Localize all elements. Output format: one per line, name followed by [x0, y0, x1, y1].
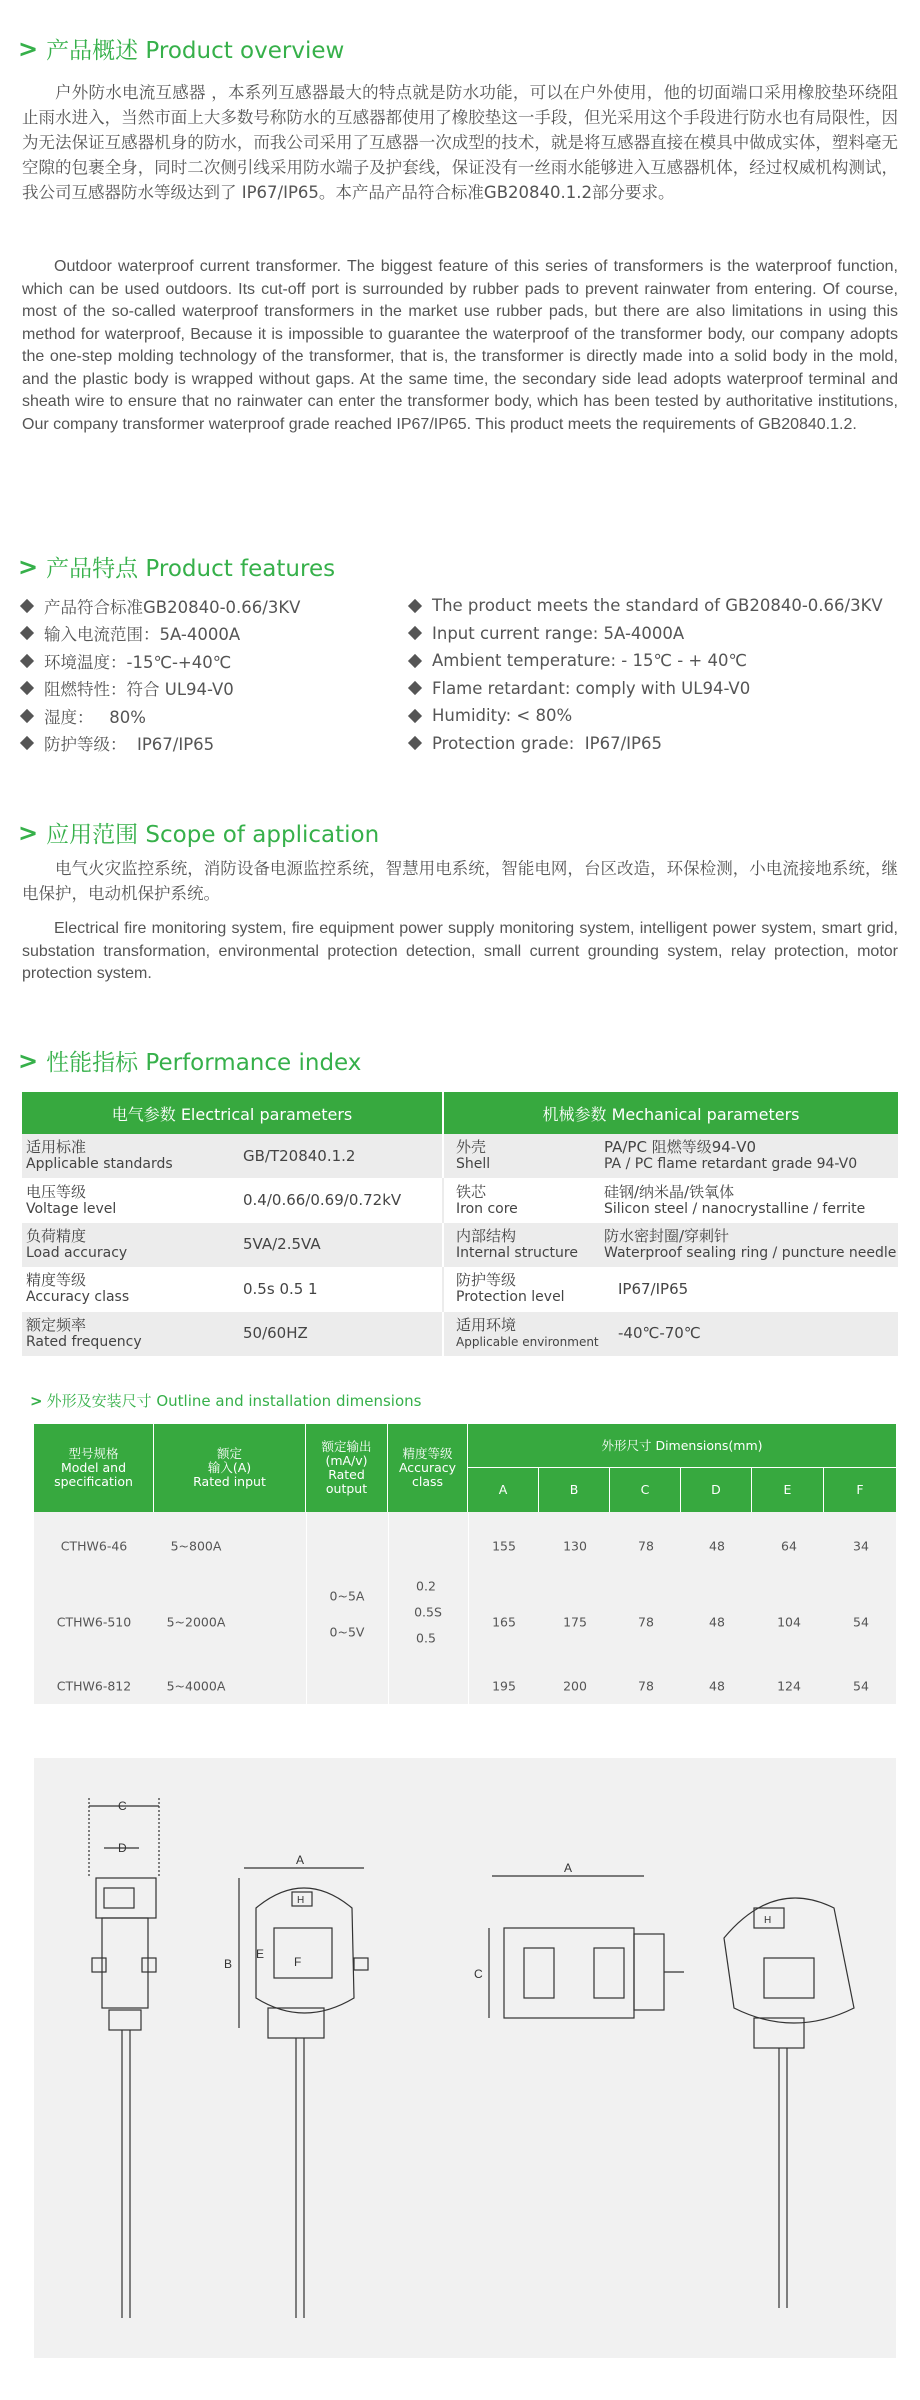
bullet-icon	[408, 736, 422, 750]
chevron-right-icon: >	[18, 1046, 39, 1075]
bullet-icon	[20, 599, 34, 613]
svg-text:B: B	[224, 1957, 233, 1971]
bullet-icon	[408, 709, 422, 723]
dimensions-heading	[30, 1390, 421, 1411]
overview-en-paragraph: Outdoor waterproof current transformer. The biggest feature of this series of transformers is the waterproof function, which can be used outdoors. Its cut-off port is surrounded by rubber pads to prevent rainwater from entering. Of course, most of the so-called waterproof transformers in the market use rubber pads, but there are also limitations in using this method for waterproof, Because it is impossible to guarantee the waterproof of the transformer body, our company adopts the one-step molding technology of the transformer, that is, the transformer is directly made into a solid body in the mold, and the plastic body is wrapped without gaps. At the same time, the secondary side lead adopts waterproof terminal and sheath wire to ensure that no rainwater can enter the transformer body, which has been tested by authoritative institutions, Our company transformer waterproof grade reached IP67/IP65. This product meets the requirements of GB20840.1.2.	[22, 258, 898, 433]
features-en-list	[406, 592, 883, 757]
electrical-header: 电气参数 Electrical parameters	[22, 1092, 442, 1134]
svg-text:A: A	[564, 1861, 573, 1875]
outline-drawing	[34, 1758, 896, 2358]
cell-input: 5~800A	[170, 1538, 222, 1554]
cell-output: 0~5A	[329, 1588, 365, 1604]
features-heading	[18, 550, 335, 583]
svg-text:H: H	[764, 1915, 772, 1926]
dimensions-table-body: CTHW6-46 5~800A 155 130 78 48 64 34 CTHW6-510 5~2000A 165 175 78 48 104 54 CTHW6-812 5~4000A 195 200 78 48 124 54 0~5A 0~5V 0.2 0.5S 0.5	[34, 1512, 896, 1704]
overview-heading	[18, 32, 344, 65]
bullet-icon	[20, 709, 34, 723]
features-title: 产品特点 Product features	[46, 556, 336, 582]
dimensions-table-header	[34, 1424, 896, 1512]
svg-text:D: D	[118, 1841, 127, 1855]
table-row: 适用标准 Applicable standards GB/T20840.1.2 外壳 Shell PA/PC 阻燃等级94-V0 PA / PC flame retardant grade 94-V0	[22, 1134, 898, 1178]
perspective-view	[724, 1898, 854, 2308]
outline-drawing-svg	[34, 1758, 896, 2358]
scope-zh-paragraph: 电气火灾监控系统，消防设备电源监控系统，智慧用电系统，智能电网，台区改造，环保检测，小电流接地系统，继电保护，电动机保护系统。	[22, 859, 898, 903]
scope-en-paragraph: Electrical fire monitoring system, fire equipment power supply monitoring system, intelligent power system, smart grid, substation transformation, environmental protection detection, small current grounding system, relay protection, motor protection system.	[22, 920, 898, 982]
dimensions-title: 外形及安装尺寸 Outline and installation dimensions	[46, 1392, 422, 1410]
svg-text:F: F	[294, 1955, 302, 1969]
table-row: 电压等级 Voltage level 0.4/0.66/0.69/0.72kV 铁芯 Iron core 硅钢/纳米晶/铁氧体 Silicon steel / nanocrystalline / ferrite	[22, 1178, 898, 1222]
svg-text:H: H	[297, 1895, 305, 1906]
table-row: 精度等级 Accuracy class 0.5s 0.5 1 防护等级 Protection level IP67/IP65	[22, 1267, 898, 1311]
bullet-icon	[408, 626, 422, 640]
performance-title: 性能指标 Performance index	[46, 1050, 362, 1076]
cell-model: CTHW6-510	[56, 1614, 132, 1630]
scope-heading	[18, 816, 379, 849]
svg-text:A: A	[296, 1853, 305, 1867]
feature-item: Flame retardant: comply with UL94-V0	[406, 675, 883, 703]
header-input: 额定 输入(A) Rated input	[154, 1424, 306, 1512]
feature-item: Input current range: 5A-4000A	[406, 620, 883, 648]
dimensions-table	[34, 1424, 896, 1704]
scope-title: 应用范围 Scope of application	[46, 822, 380, 848]
overview-title: 产品概述 Product overview	[46, 38, 345, 64]
cell-model: CTHW6-812	[56, 1678, 132, 1694]
chevron-right-icon: >	[18, 818, 39, 847]
bullet-icon	[20, 736, 34, 750]
bullet-icon	[408, 599, 422, 613]
top-view	[474, 1861, 684, 2018]
features-zh-list	[18, 592, 300, 757]
svg-text:C: C	[474, 1967, 483, 1981]
performance-table-header	[22, 1092, 898, 1134]
chevron-right-icon: >	[18, 552, 39, 581]
table-row: 额定频率 Rated frequency 50/60HZ 适用环境 Applicable environment -40℃-70℃	[22, 1312, 898, 1356]
header-dimensions: 外形尺寸 Dimensions(mm) A B C D E F	[468, 1424, 896, 1512]
performance-table	[22, 1092, 898, 1356]
feature-item: 湿度： 80%	[18, 702, 300, 730]
table-row: 负荷精度 Load accuracy 5VA/2.5VA 内部结构 Internal structure 防水密封圈/穿刺针 Waterproof sealing ring / puncture needle	[22, 1223, 898, 1267]
feature-item: 输入电流范围：5A-4000A	[18, 620, 300, 648]
feature-item: Ambient temperature: - 15℃ - + 40℃	[406, 647, 883, 675]
chevron-right-icon: >	[30, 1391, 43, 1410]
cell-accuracy: 0.5	[416, 1630, 436, 1646]
feature-item: 阻燃特性：符合 UL94-V0	[18, 675, 300, 703]
svg-text:E: E	[256, 1947, 265, 1961]
bullet-icon	[408, 654, 422, 668]
bullet-icon	[408, 681, 422, 695]
cell-output: 0~5V	[329, 1624, 365, 1640]
header-model: 型号规格 Model and specification	[34, 1424, 154, 1512]
bullet-icon	[20, 654, 34, 668]
bullet-icon	[20, 626, 34, 640]
overview-zh-paragraph: 户外防水电流互感器 ，本系列互感器最大的特点就是防水功能，可以在户外使用，他的切面端口采用橡胶垫环绕阻止雨水进入，当然市面上大多数号称防水的互感器都使用了橡胶垫这一手段，但光采用这个手段进行防水也有局限性，因为无法保证互感器机身的防水，而我公司采用了互感器一次成型的技术，就是将互感器直接在模具中做成实体，塑料毫无空隙的包裹全身，同时二次侧引线采用防水端子及护套线，保证没有一丝雨水能够进入互感器机体，经过权威机构测试，我公司互感器防水等级达到了 IP67/IP65。本产品产品符合标准GB20840.1.2部分要求。	[22, 83, 898, 202]
feature-item: The product meets the standard of GB20840-0.66/3KV	[406, 592, 883, 620]
header-output: 额定输出 (mA/v) Rated output	[306, 1424, 388, 1512]
feature-item: Protection grade: IP67/IP65	[406, 730, 883, 758]
cell-accuracy: 0.5S	[414, 1604, 442, 1620]
svg-text:C: C	[118, 1799, 127, 1813]
cell-input: 5~4000A	[166, 1678, 226, 1694]
performance-heading	[18, 1044, 361, 1077]
side-view	[89, 1798, 159, 2318]
cell-model: CTHW6-46	[60, 1538, 128, 1554]
bullet-icon	[20, 681, 34, 695]
header-accuracy: 精度等级 Accuracy class	[388, 1424, 468, 1512]
feature-item: 产品符合标准GB20840-0.66/3KV	[18, 592, 300, 620]
feature-item: 环境温度：-15℃-+40℃	[18, 647, 300, 675]
feature-item: Humidity: < 80%	[406, 702, 883, 730]
cell-accuracy: 0.2	[416, 1578, 436, 1594]
cell-input: 5~2000A	[166, 1614, 226, 1630]
front-view	[224, 1853, 368, 2318]
chevron-right-icon: >	[18, 34, 39, 63]
feature-item: 防护等级： IP67/IP65	[18, 730, 300, 758]
mechanical-header: 机械参数 Mechanical parameters	[442, 1092, 898, 1134]
